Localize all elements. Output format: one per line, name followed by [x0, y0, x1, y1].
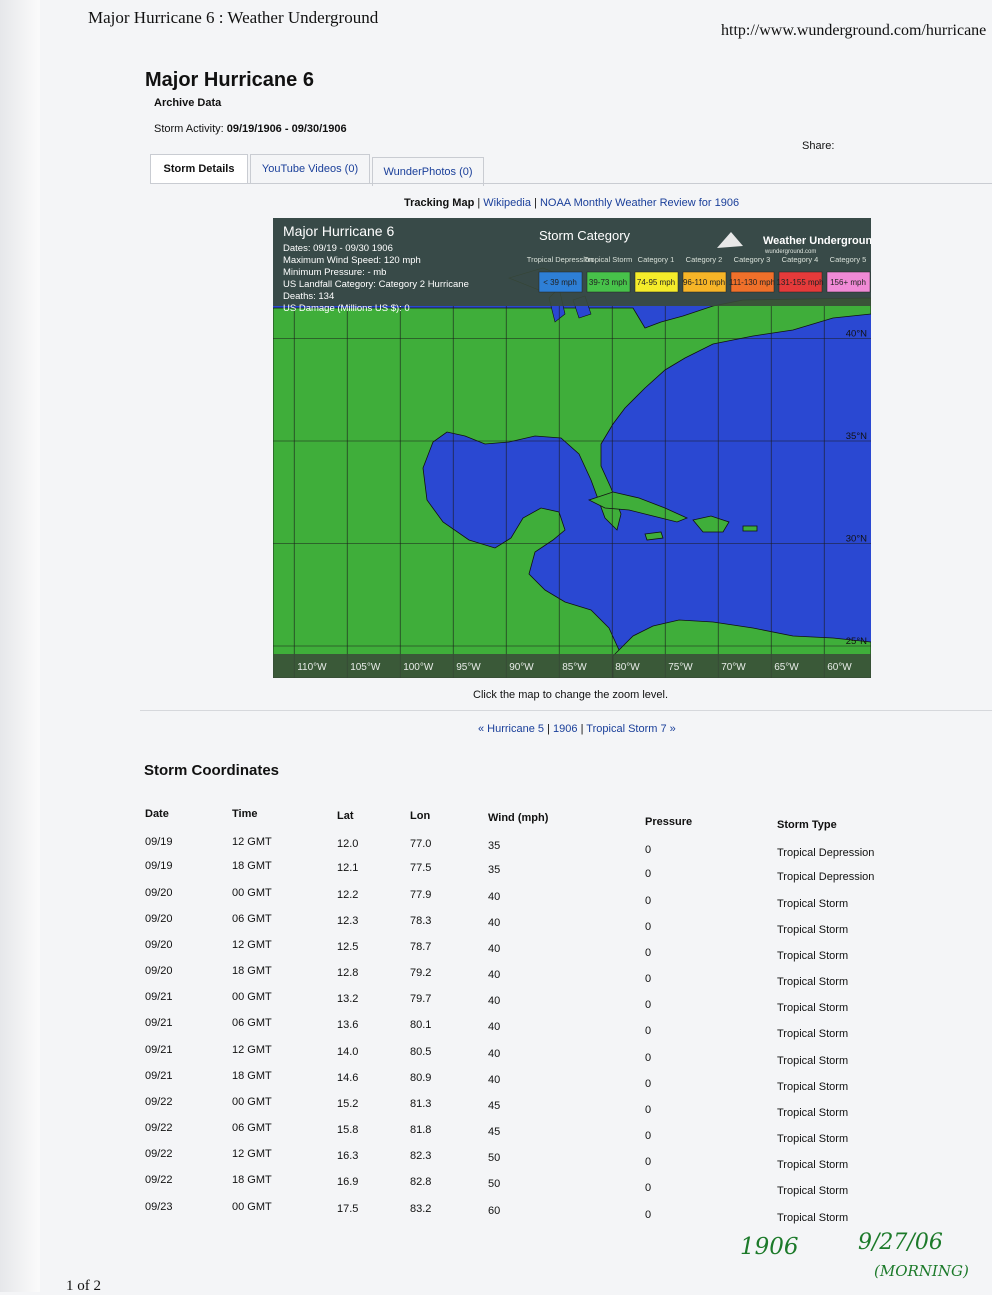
zoom-instruction: Click the map to change the zoom level.	[473, 689, 669, 701]
table-cell: 35	[488, 840, 501, 852]
table-cell: 06 GMT	[232, 1017, 272, 1029]
tab-divider	[150, 183, 992, 184]
table-cell: 50	[488, 1152, 501, 1164]
noaa-review-link[interactable]: NOAA Monthly Weather Review for 1906	[539, 197, 740, 209]
table-cell: 09/20	[145, 913, 173, 925]
storm-coordinates-title: Storm Coordinates	[144, 762, 280, 779]
tab-wunderphotos[interactable]: WunderPhotos (0)	[372, 157, 484, 186]
handwritten-date: 9/27/06	[858, 1230, 943, 1255]
year-link[interactable]: 1906	[553, 723, 578, 735]
table-cell: 0	[645, 947, 652, 959]
table-cell: 80.9	[410, 1072, 432, 1084]
table-cell: 81.3	[410, 1098, 432, 1110]
table-cell: 06 GMT	[232, 1122, 272, 1134]
column-header: Storm Type	[777, 819, 837, 831]
table-cell: 79.7	[410, 993, 432, 1005]
table-cell: 09/22	[145, 1174, 173, 1186]
latitude-label: 25°N	[845, 636, 867, 647]
legend-category-name: Category 5	[829, 255, 867, 264]
table-cell: 0	[645, 1078, 652, 1090]
table-cell: 45	[488, 1126, 501, 1138]
legend-category-name: Category 3	[733, 255, 771, 264]
longitude-label: 85°W	[562, 662, 587, 673]
table-cell: 0	[645, 1182, 652, 1194]
table-cell: 14.6	[337, 1072, 359, 1084]
table-cell: 09/21	[145, 1044, 173, 1056]
table-cell: 0	[645, 844, 652, 856]
table-cell: 40	[488, 1021, 501, 1033]
table-cell: 78.7	[410, 941, 432, 953]
longitude-label: 80°W	[615, 662, 640, 673]
table-cell: 0	[645, 1130, 652, 1142]
longitude-label: 60°W	[827, 662, 852, 673]
map-storm-title: Major Hurricane 6	[283, 223, 395, 239]
map-info-line: US Landfall Category: Category 2 Hurricane	[283, 279, 469, 290]
table-cell: Tropical Storm	[777, 898, 849, 910]
tab-youtube-videos[interactable]: YouTube Videos (0)	[250, 154, 370, 183]
table-cell: 12 GMT	[232, 1044, 272, 1056]
table-cell: 12.1	[337, 862, 359, 874]
table-cell: 09/21	[145, 1017, 173, 1029]
table-cell: 35	[488, 864, 501, 876]
table-cell: Tropical Storm	[777, 1185, 849, 1197]
table-cell: 12 GMT	[232, 836, 272, 848]
table-cell: 09/20	[145, 965, 173, 977]
table-cell: 18 GMT	[232, 1174, 272, 1186]
table-cell: 12.5	[337, 941, 359, 953]
column-header: Time	[232, 808, 258, 820]
longitude-label: 95°W	[456, 662, 481, 673]
table-cell: 09/20	[145, 939, 173, 951]
legend-range: 74-95 mph	[636, 278, 676, 287]
table-cell: 13.2	[337, 993, 359, 1005]
longitude-label: 105°W	[350, 662, 381, 673]
map-links: Tracking Map | Wikipedia | NOAA Monthly Weather Review for 1906	[404, 197, 740, 209]
table-cell: 16.9	[337, 1176, 359, 1188]
previous-storm-link[interactable]: « Hurricane 5	[478, 723, 545, 735]
map-info-line: US Damage (Millions US $): 0	[283, 303, 410, 314]
table-cell: 80.1	[410, 1019, 432, 1031]
table-cell: Tropical Storm	[777, 976, 849, 988]
latitude-label: 30°N	[845, 533, 867, 545]
print-header-title: Major Hurricane 6 : Weather Underground	[88, 8, 379, 27]
tracking-map-image[interactable]	[273, 218, 871, 678]
table-cell: 77.9	[410, 889, 432, 901]
table-cell: 40	[488, 943, 501, 955]
latitude-label: 40°N	[845, 328, 867, 340]
table-cell: 09/19	[145, 836, 173, 848]
table-cell: 0	[645, 868, 652, 880]
table-cell: 09/22	[145, 1096, 173, 1108]
table-cell: 40	[488, 1074, 501, 1086]
storm-navigation: « Hurricane 5 | 1906 | Tropical Storm 7 »	[478, 723, 676, 735]
storm-activity-dates: 09/19/1906 - 09/30/1906	[226, 123, 347, 135]
table-cell: Tropical Storm	[777, 1159, 849, 1171]
table-cell: 0	[645, 1052, 652, 1064]
legend-category-name: Tropical Storm	[583, 255, 633, 264]
table-cell: 09/21	[145, 991, 173, 1003]
table-cell: Tropical Storm	[777, 950, 849, 962]
next-storm-link[interactable]: Tropical Storm 7 »	[586, 723, 676, 735]
table-cell: 17.5	[337, 1203, 359, 1215]
column-header: Date	[145, 808, 169, 820]
table-cell: 50	[488, 1178, 501, 1190]
column-header: Lat	[337, 810, 354, 822]
table-cell: Tropical Depression	[777, 847, 875, 859]
longitude-label: 70°W	[721, 662, 746, 673]
table-cell: 40	[488, 917, 501, 929]
column-header: Lon	[410, 810, 431, 822]
table-cell: 80.5	[410, 1046, 432, 1058]
table-cell: 15.8	[337, 1124, 359, 1136]
table-cell: 09/19	[145, 860, 173, 872]
table-cell: 18 GMT	[232, 860, 272, 872]
table-cell: 81.8	[410, 1124, 432, 1136]
legend-category-name: Category 1	[637, 255, 675, 264]
table-cell: 12.0	[337, 838, 359, 850]
table-cell: 09/22	[145, 1148, 173, 1160]
table-cell: 13.6	[337, 1019, 359, 1031]
table-cell: 40	[488, 1048, 501, 1060]
longitude-label: 75°W	[668, 662, 693, 673]
table-cell: 12.8	[337, 967, 359, 979]
legend-range: 111-130 mph	[729, 278, 775, 287]
map-info-line: Deaths: 134	[283, 291, 335, 302]
table-cell: 16.3	[337, 1150, 359, 1162]
longitude-label: 65°W	[774, 662, 799, 673]
table-cell: 77.5	[410, 862, 432, 874]
table-cell: 00 GMT	[232, 991, 272, 1003]
map-info-line: Minimum Pressure: - mb	[283, 267, 387, 278]
archive-label: Archive Data	[154, 97, 222, 109]
table-cell: Tropical Storm	[777, 1055, 849, 1067]
tracking-map-label: Tracking Map	[404, 197, 475, 209]
table-cell: 14.0	[337, 1046, 359, 1058]
print-header-url: http://www.wunderground.com/hurricane	[721, 22, 987, 39]
table-cell: 09/22	[145, 1122, 173, 1134]
column-header: Wind (mph)	[488, 812, 549, 824]
map-brand-sub: wunderground.com	[765, 249, 817, 255]
table-cell: 09/20	[145, 887, 173, 899]
latitude-label: 35°N	[845, 431, 867, 442]
storm-activity-label: Storm Activity:	[154, 123, 224, 135]
legend-category-name: Category 2	[685, 255, 723, 264]
table-cell: 12.2	[337, 889, 359, 901]
column-header: Pressure	[645, 816, 693, 828]
table-cell: 78.3	[410, 915, 432, 927]
handwritten-note: (MORNING)	[874, 1262, 969, 1280]
table-cell: 40	[488, 995, 501, 1007]
table-cell: 12 GMT	[232, 939, 272, 951]
table-cell: 00 GMT	[232, 887, 272, 899]
storm-activity	[154, 123, 347, 135]
table-cell: 12 GMT	[232, 1148, 272, 1160]
table-cell: 40	[488, 891, 501, 903]
wikipedia-link[interactable]: Wikipedia	[483, 197, 531, 209]
table-cell: 0	[645, 921, 652, 933]
tab-storm-details[interactable]: Storm Details	[150, 154, 248, 183]
legend-range: 156+ mph	[830, 278, 866, 287]
table-cell: 0	[645, 1025, 652, 1037]
map-brand: Weather Underground	[763, 235, 871, 247]
legend-title: Storm Category	[539, 228, 631, 243]
table-cell: Tropical Depression	[777, 871, 875, 883]
table-cell: 83.2	[410, 1203, 432, 1215]
table-cell: 45	[488, 1100, 501, 1112]
legend-range: 131-155 mph	[776, 278, 824, 287]
map-info-line: Maximum Wind Speed: 120 mph	[283, 255, 421, 266]
tracking-map[interactable]	[273, 218, 871, 678]
longitude-label: 90°W	[509, 662, 534, 673]
legend-range: 96-110 mph	[682, 278, 726, 287]
table-cell: 00 GMT	[232, 1201, 272, 1213]
table-cell: Tropical Storm	[777, 1133, 849, 1145]
page-title: Major Hurricane 6	[145, 69, 314, 91]
share-label[interactable]: Share:	[802, 140, 835, 152]
legend-category-name: Category 4	[781, 255, 819, 264]
table-cell: 82.8	[410, 1176, 432, 1188]
table-cell: 0	[645, 1156, 652, 1168]
table-cell: Tropical Storm	[777, 1002, 849, 1014]
longitude-label: 110°W	[297, 662, 327, 673]
table-cell: 0	[645, 895, 652, 907]
legend-range: < 39 mph	[543, 278, 577, 287]
handwritten-year: 1906	[740, 1234, 799, 1260]
table-cell: 15.2	[337, 1098, 359, 1110]
table-cell: 09/21	[145, 1070, 173, 1082]
table-cell: Tropical Storm	[777, 1107, 849, 1119]
scanned-page-edge	[0, 0, 40, 1292]
table-cell: 00 GMT	[232, 1096, 272, 1108]
table-cell: 0	[645, 1104, 652, 1116]
table-cell: Tropical Storm	[777, 924, 849, 936]
print-footer-page: 1 of 2	[66, 1278, 101, 1294]
table-cell: 0	[645, 999, 652, 1011]
table-cell: 82.3	[410, 1150, 432, 1162]
section-divider	[140, 710, 992, 711]
map-info-line: Dates: 09/19 - 09/30 1906	[283, 243, 393, 254]
table-cell: 0	[645, 1209, 652, 1221]
table-cell: 79.2	[410, 967, 432, 979]
legend-category-name: Tropical Depression	[526, 255, 594, 264]
table-cell: Tropical Storm	[777, 1028, 849, 1040]
table-cell: 77.0	[410, 838, 432, 850]
table-cell: 60	[488, 1205, 501, 1217]
table-cell: 09/23	[145, 1201, 173, 1213]
table-cell: 40	[488, 969, 501, 981]
table-cell: 12.3	[337, 915, 359, 927]
table-cell: Tropical Storm	[777, 1081, 849, 1093]
table-cell: 18 GMT	[232, 965, 272, 977]
table-cell: 0	[645, 973, 652, 985]
table-cell: 06 GMT	[232, 913, 272, 925]
longitude-label: 100°W	[403, 662, 434, 673]
table-cell: Tropical Storm	[777, 1212, 849, 1224]
legend-range: 39-73 mph	[588, 278, 628, 287]
table-cell: 18 GMT	[232, 1070, 272, 1082]
